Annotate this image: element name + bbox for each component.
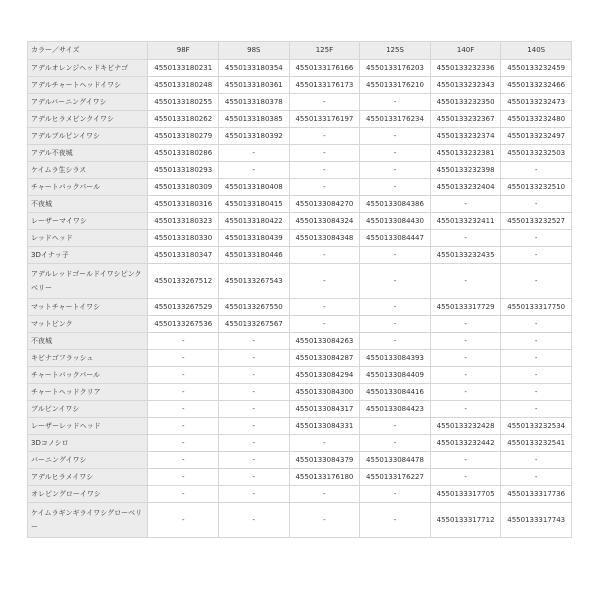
- cell-140s: 4550133232466: [501, 77, 572, 94]
- cell-98f: -: [148, 503, 219, 538]
- cell-140s: 4550133317750: [501, 299, 572, 316]
- row-color-name: アデル不夜城: [28, 145, 148, 162]
- cell-125f: 4550133084379: [289, 452, 360, 469]
- cell-98f: -: [148, 384, 219, 401]
- cell-125f: -: [289, 128, 360, 145]
- cell-140s: -: [501, 469, 572, 486]
- row-color-name: 3Dコノシロ: [28, 435, 148, 452]
- table-row: [28, 299, 572, 316]
- cell-98f: 4550133180255: [148, 94, 219, 111]
- header-140s: 140S: [501, 42, 572, 60]
- cell-98s: -: [219, 384, 290, 401]
- row-color-name: チャートバックパール: [28, 179, 148, 196]
- cell-125s: -: [360, 299, 431, 316]
- header-98f: 98F: [148, 42, 219, 60]
- cell-140s: 4550133232541: [501, 435, 572, 452]
- product-code-table-container: [27, 41, 572, 538]
- table-row: [28, 213, 572, 230]
- cell-140s: 4550133232480: [501, 111, 572, 128]
- cell-140s: -: [501, 452, 572, 469]
- cell-125f: -: [289, 316, 360, 333]
- row-color-name: 3Dイナッ子: [28, 247, 148, 264]
- cell-140f: -: [430, 367, 501, 384]
- cell-98s: -: [219, 469, 290, 486]
- cell-98f: -: [148, 452, 219, 469]
- cell-125s: -: [360, 162, 431, 179]
- cell-140s: 4550133232527: [501, 213, 572, 230]
- cell-98s: -: [219, 418, 290, 435]
- table-row: [28, 145, 572, 162]
- cell-140s: 4550133232534: [501, 418, 572, 435]
- row-color-name: アデルチャートヘッドイワシ: [28, 77, 148, 94]
- cell-140f: 4550133232343: [430, 77, 501, 94]
- cell-125f: 4550133084294: [289, 367, 360, 384]
- row-color-name: バーニングイワシ: [28, 452, 148, 469]
- cell-98s: -: [219, 145, 290, 162]
- row-color-name: アデルヒラメイワシ: [28, 469, 148, 486]
- cell-140s: 4550133232459: [501, 60, 572, 77]
- cell-140s: 4550133232497: [501, 128, 572, 145]
- cell-125s: -: [360, 145, 431, 162]
- cell-140f: 4550133232411: [430, 213, 501, 230]
- table-header-row: [28, 42, 572, 60]
- cell-98s: 4550133180354: [219, 60, 290, 77]
- table-row: [28, 469, 572, 486]
- row-color-name: レッドヘッド: [28, 230, 148, 247]
- cell-125s: -: [360, 316, 431, 333]
- row-color-name: ケイムラギンギライワシグローベリー: [28, 503, 148, 538]
- cell-98s: -: [219, 452, 290, 469]
- table-row: [28, 503, 572, 538]
- cell-125s: 4550133084447: [360, 230, 431, 247]
- row-color-name: アデルブルピンイワシ: [28, 128, 148, 145]
- table-row: [28, 452, 572, 469]
- cell-125s: 4550133084423: [360, 401, 431, 418]
- cell-125s: -: [360, 264, 431, 299]
- cell-98s: 4550133180392: [219, 128, 290, 145]
- cell-125f: -: [289, 179, 360, 196]
- cell-140s: -: [501, 196, 572, 213]
- cell-140f: -: [430, 350, 501, 367]
- cell-98f: -: [148, 367, 219, 384]
- row-color-name: オレピングローイワシ: [28, 486, 148, 503]
- cell-98s: 4550133180385: [219, 111, 290, 128]
- cell-140f: -: [430, 384, 501, 401]
- cell-140f: 4550133317705: [430, 486, 501, 503]
- cell-125s: 4550133176203: [360, 60, 431, 77]
- cell-98s: -: [219, 162, 290, 179]
- cell-140f: 4550133317729: [430, 299, 501, 316]
- cell-98s: 4550133180415: [219, 196, 290, 213]
- cell-125s: 4550133176227: [360, 469, 431, 486]
- header-color-size: カラー／サイズ: [28, 42, 148, 60]
- cell-140s: -: [501, 316, 572, 333]
- row-color-name: アデルレッドゴールドイワシピンクベリー: [28, 264, 148, 299]
- cell-125s: -: [360, 247, 431, 264]
- cell-125s: -: [360, 179, 431, 196]
- cell-98s: -: [219, 435, 290, 452]
- cell-125f: 4550133084317: [289, 401, 360, 418]
- cell-140s: -: [501, 401, 572, 418]
- cell-125f: -: [289, 503, 360, 538]
- cell-98f: -: [148, 418, 219, 435]
- cell-98f: -: [148, 486, 219, 503]
- cell-98s: 4550133180361: [219, 77, 290, 94]
- cell-125s: 4550133084386: [360, 196, 431, 213]
- cell-98f: 4550133180347: [148, 247, 219, 264]
- table-row: [28, 230, 572, 247]
- header-125f: 125F: [289, 42, 360, 60]
- cell-125f: 4550133084348: [289, 230, 360, 247]
- header-140f: 140F: [430, 42, 501, 60]
- cell-125f: -: [289, 145, 360, 162]
- row-color-name: チャートバックパール: [28, 367, 148, 384]
- cell-98f: -: [148, 333, 219, 350]
- cell-140f: -: [430, 452, 501, 469]
- cell-98s: 4550133180422: [219, 213, 290, 230]
- table-row: [28, 111, 572, 128]
- table-row: [28, 128, 572, 145]
- cell-140s: -: [501, 162, 572, 179]
- cell-125s: -: [360, 128, 431, 145]
- cell-98f: 4550133267529: [148, 299, 219, 316]
- cell-140s: 4550133232503: [501, 145, 572, 162]
- cell-140f: 4550133232367: [430, 111, 501, 128]
- cell-140f: 4550133232442: [430, 435, 501, 452]
- cell-98s: 4550133267567: [219, 316, 290, 333]
- cell-125s: -: [360, 418, 431, 435]
- cell-98s: 4550133267550: [219, 299, 290, 316]
- cell-125s: -: [360, 94, 431, 111]
- cell-98s: 4550133180439: [219, 230, 290, 247]
- row-color-name: キビナゴフラッシュ: [28, 350, 148, 367]
- row-color-name: アデルバーニングイワシ: [28, 94, 148, 111]
- cell-140s: -: [501, 367, 572, 384]
- table-row: [28, 435, 572, 452]
- cell-140s: -: [501, 247, 572, 264]
- cell-98f: 4550133180248: [148, 77, 219, 94]
- cell-98f: 4550133267536: [148, 316, 219, 333]
- cell-98s: -: [219, 503, 290, 538]
- cell-125s: 4550133176210: [360, 77, 431, 94]
- cell-125s: 4550133084430: [360, 213, 431, 230]
- row-color-name: ブルピンイワシ: [28, 401, 148, 418]
- cell-125f: 4550133084270: [289, 196, 360, 213]
- cell-125f: 4550133176173: [289, 77, 360, 94]
- cell-140s: 4550133317736: [501, 486, 572, 503]
- cell-98s: -: [219, 333, 290, 350]
- table-row: [28, 247, 572, 264]
- cell-140s: 4550133232473: [501, 94, 572, 111]
- cell-140f: -: [430, 264, 501, 299]
- row-color-name: チャートヘッドクリア: [28, 384, 148, 401]
- table-row: [28, 333, 572, 350]
- table-row: [28, 77, 572, 94]
- cell-125s: -: [360, 333, 431, 350]
- cell-98f: 4550133180309: [148, 179, 219, 196]
- cell-98f: -: [148, 401, 219, 418]
- cell-98f: 4550133180293: [148, 162, 219, 179]
- cell-98f: 4550133180286: [148, 145, 219, 162]
- cell-140f: 4550133232350: [430, 94, 501, 111]
- cell-140s: -: [501, 333, 572, 350]
- cell-125f: -: [289, 435, 360, 452]
- table-row: [28, 350, 572, 367]
- cell-140f: 4550133317712: [430, 503, 501, 538]
- cell-140f: -: [430, 196, 501, 213]
- row-color-name: レーザーマイワシ: [28, 213, 148, 230]
- row-color-name: アデルオレンジヘッドキビナゴ: [28, 60, 148, 77]
- cell-140f: 4550133232336: [430, 60, 501, 77]
- table-row: [28, 179, 572, 196]
- cell-140f: -: [430, 401, 501, 418]
- cell-98f: 4550133180279: [148, 128, 219, 145]
- table-row: [28, 162, 572, 179]
- product-code-table: [27, 41, 572, 538]
- cell-140f: 4550133232398: [430, 162, 501, 179]
- cell-140s: 4550133232510: [501, 179, 572, 196]
- cell-125s: -: [360, 435, 431, 452]
- cell-98s: 4550133180408: [219, 179, 290, 196]
- row-color-name: アデルヒラメビンクイワシ: [28, 111, 148, 128]
- cell-140f: -: [430, 316, 501, 333]
- table-row: [28, 418, 572, 435]
- table-row: [28, 486, 572, 503]
- cell-125s: -: [360, 503, 431, 538]
- cell-125s: 4550133084409: [360, 367, 431, 384]
- table-row: [28, 60, 572, 77]
- cell-140f: 4550133232404: [430, 179, 501, 196]
- row-color-name: レーザーレッドヘッド: [28, 418, 148, 435]
- cell-140f: 4550133232381: [430, 145, 501, 162]
- cell-98f: 4550133180231: [148, 60, 219, 77]
- cell-98f: -: [148, 435, 219, 452]
- cell-125f: -: [289, 299, 360, 316]
- table-row: [28, 196, 572, 213]
- cell-125f: 4550133084287: [289, 350, 360, 367]
- cell-140f: 4550133232435: [430, 247, 501, 264]
- row-color-name: マットピンク: [28, 316, 148, 333]
- header-125s: 125S: [360, 42, 431, 60]
- cell-140s: -: [501, 350, 572, 367]
- cell-125f: -: [289, 486, 360, 503]
- cell-140s: 4550133317743: [501, 503, 572, 538]
- cell-125f: 4550133084300: [289, 384, 360, 401]
- cell-98s: 4550133180378: [219, 94, 290, 111]
- cell-125f: 4550133176197: [289, 111, 360, 128]
- header-98s: 98S: [219, 42, 290, 60]
- row-color-name: ケイムラ生シラス: [28, 162, 148, 179]
- cell-98f: -: [148, 350, 219, 367]
- cell-125f: -: [289, 94, 360, 111]
- cell-125f: 4550133084331: [289, 418, 360, 435]
- cell-140f: 4550133232374: [430, 128, 501, 145]
- cell-98f: 4550133180262: [148, 111, 219, 128]
- cell-98s: -: [219, 350, 290, 367]
- cell-125f: 4550133084324: [289, 213, 360, 230]
- row-color-name: 不夜城: [28, 196, 148, 213]
- row-color-name: マットチャートイワシ: [28, 299, 148, 316]
- cell-125s: 4550133084416: [360, 384, 431, 401]
- table-row: [28, 94, 572, 111]
- cell-140f: -: [430, 469, 501, 486]
- cell-140s: -: [501, 264, 572, 299]
- cell-98f: 4550133180316: [148, 196, 219, 213]
- cell-125f: -: [289, 264, 360, 299]
- table-row: [28, 401, 572, 418]
- cell-125s: 4550133176234: [360, 111, 431, 128]
- table-row: [28, 367, 572, 384]
- cell-125f: 4550133176166: [289, 60, 360, 77]
- cell-125s: -: [360, 486, 431, 503]
- cell-98f: 4550133180323: [148, 213, 219, 230]
- table-row: [28, 264, 572, 299]
- table-row: [28, 316, 572, 333]
- cell-125f: 4550133084263: [289, 333, 360, 350]
- cell-140f: -: [430, 333, 501, 350]
- cell-98s: -: [219, 367, 290, 384]
- cell-98s: 4550133180446: [219, 247, 290, 264]
- cell-98s: -: [219, 401, 290, 418]
- cell-125f: 4550133176180: [289, 469, 360, 486]
- cell-98s: -: [219, 486, 290, 503]
- cell-98f: 4550133267512: [148, 264, 219, 299]
- cell-98s: 4550133267543: [219, 264, 290, 299]
- cell-98f: -: [148, 469, 219, 486]
- cell-125f: -: [289, 247, 360, 264]
- cell-125s: 4550133084393: [360, 350, 431, 367]
- cell-125f: -: [289, 162, 360, 179]
- cell-125s: 4550133084478: [360, 452, 431, 469]
- cell-98f: 4550133180330: [148, 230, 219, 247]
- cell-140s: -: [501, 384, 572, 401]
- cell-140f: 4550133232428: [430, 418, 501, 435]
- table-row: [28, 384, 572, 401]
- cell-140s: -: [501, 230, 572, 247]
- row-color-name: 不夜城: [28, 333, 148, 350]
- cell-140f: -: [430, 230, 501, 247]
